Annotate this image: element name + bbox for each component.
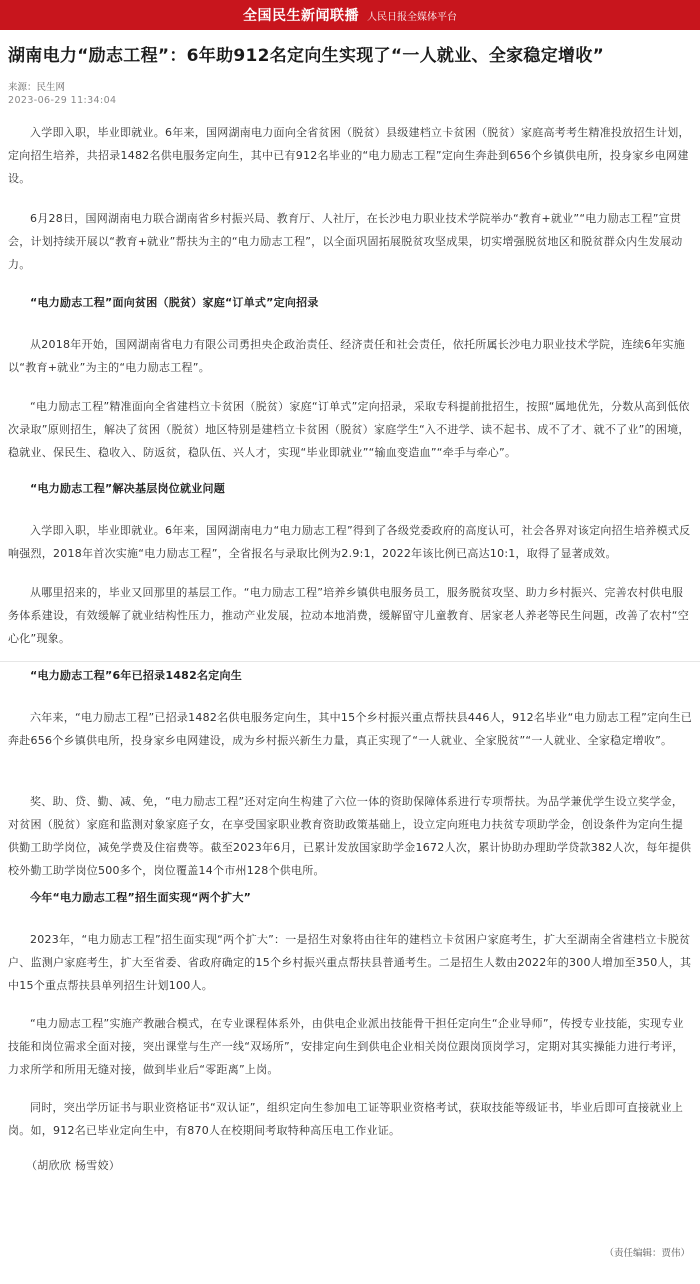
paragraph-7: 六年来，“电力励志工程”已招录1482名供电服务定向生，其中15个乡村振兴重点帮扶县446人，912名毕业“电力励志工程”定向生已奔赴656个乡镇供电所，投身家乡电网建设，成为乡村振兴新生力量，真正实现了“一人就业、全家脱贫”“一人就业、全家稳定增收”。 [8,711,693,747]
site-brand[interactable]: 全国民生新闻联播 [243,8,359,24]
responsible-editor: （责任编辑：贾伟） [604,1248,690,1259]
paragraph-2: 6月28日，国网湖南电力联合湖南省乡村振兴局、教育厅、人社厅，在长沙电力职业技术学院举办“教育+就业”“电力励志工程”宣贯会，计划持续开展以“教育+就业”帮扶为主的“电力励志工程”，以全面巩固拓展脱贫攻坚成果，切实增强脱贫地区和脱贫群众内生发展动力。 [8,212,683,271]
article-timestamp: 2023-06-29 11:34:04 [8,95,117,106]
paragraph-6: 从哪里招来的，毕业又回那里的基层工作。“电力励志工程”培养乡镇供电服务员工，服务脱贫攻坚、助力乡村振兴、完善农村供电服务体系建设，有效缓解了就业结构性压力，推动产业发展，拉动本地消费，缓解留守儿童教育、居家老人养老等民生问题，改善了农村“空心化”现象。 [8,586,689,645]
paragraph-5: 入学即入职，毕业即就业。6年来，国网湖南电力“电力励志工程”得到了各级党委政府的高度认可，社会各界对该定向招生培养模式反响强烈，2018年首次实施“电力励志工程”，全省报名与录取比例为2.9:1，2022年该比例已高达10:1，取得了显著成效。 [8,524,691,560]
article-source: 来源：民生网 [8,82,66,93]
section-heading-1: “电力励志工程”面向贫困（脱贫）家庭“订单式”定向招录 [30,296,319,309]
paragraph-4: “电力励志工程”精准面向全省建档立卡贫困（脱贫）家庭“订单式”定向招录，采取专科提前批招生，按照“属地优先，分数从高到低依次录取”原则招生，解决了贫困（脱贫）地区特别是建档立卡贫困（脱贫）家庭学生“入不进学、读不起书、成不了才、就不了业”的困境，稳就业、保民生、稳收入、防返贫，稳队伍、兴人才，实现“毕业即就业”“输血变造血”“牵手与牵心”。 [8,400,690,459]
paragraph-9: 2023年，“电力励志工程”招生面实现“两个扩大”：一是招生对象将由往年的建档立卡贫困户家庭考生，扩大至湖南全省建档立卡脱贫户、监测户家庭考生，扩大至省委、省政府确定的15个乡村振兴重点帮扶县普通考生。二是招生人数由2022年的300人增加至350人，其中15个重点帮扶县单列招生计划100人。 [8,933,692,992]
paragraph-1: 入学即入职，毕业即就业。6年来，国网湖南电力面向全省贫困（脱贫）县级建档立卡贫困（脱贫）家庭高考考生精准投放招生计划，定向招生培养，共招录1482名供电服务定向生，其中已有912名毕业的“电力励志工程”定向生奔赴到656个乡镇供电所，投身家乡电网建设。 [8,126,690,185]
section-heading-3: “电力励志工程”6年已招录1482名定向生 [30,669,242,682]
paragraph-11: 同时，突出学历证书与职业资格证书“双认证”，组织定向生参加电工证等职业资格考试，获取技能等级证书，毕业后即可直接就业上岗。如，912名已毕业定向生中，有870人在校期间考取特种高压电工作业证。 [8,1101,684,1137]
section-heading-4: 今年“电力励志工程”招生面实现“两个扩大” [30,891,252,904]
paragraph-8: 奖、助、贷、勤、减、免，“电力励志工程”还对定向生构建了六位一体的资助保障体系进行专项帮扶。为品学兼优学生设立奖学金，对贫困（脱贫）家庭和监测对象家庭子女，在享受国家职业教育资助政策基础上，设立定向班电力扶贫专项助学金，创设条件为定向生提供勤工助学岗位，减免学费及住宿费等。截至2023年6月，已累计发放国家助学金1672人次，累计协助办理助学贷款382人次，每年提供校外勤工助学岗位500多个，岗位覆盖14个市州128个供电所。 [8,795,692,877]
article-authors: （胡欣欣 杨雪姣） [26,1159,121,1172]
top-banner[interactable] [0,0,700,30]
paragraph-10: “电力励志工程”实施产教融合模式，在专业课程体系外，由供电企业派出技能骨干担任定向生“企业导师”，传授专业技能，实现专业技能和岗位需求全面对接，突出课堂与生产一线“双场所”，安排定向生到供电企业相关岗位跟岗顶岗学习，定期对其实操能力进行考评，力求所学和所用无缝对接，做到毕业后“零距离”上岗。 [8,1017,684,1076]
article [0,30,700,1284]
paragraph-3: 从2018年开始，国网湖南省电力有限公司勇担央企政治责任、经济责任和社会责任，依托所属长沙电力职业技术学院，连续6年实施以“教育+就业”为主的“电力励志工程”。 [8,338,685,374]
section-divider [0,661,700,662]
site-subtitle: 人民日报全媒体平台 [367,11,457,23]
section-heading-2: “电力励志工程”解决基层岗位就业问题 [30,482,225,495]
article-title: 湖南电力“励志工程”：6年助912名定向生实现了“一人就业、全家稳定增收” [8,46,605,66]
